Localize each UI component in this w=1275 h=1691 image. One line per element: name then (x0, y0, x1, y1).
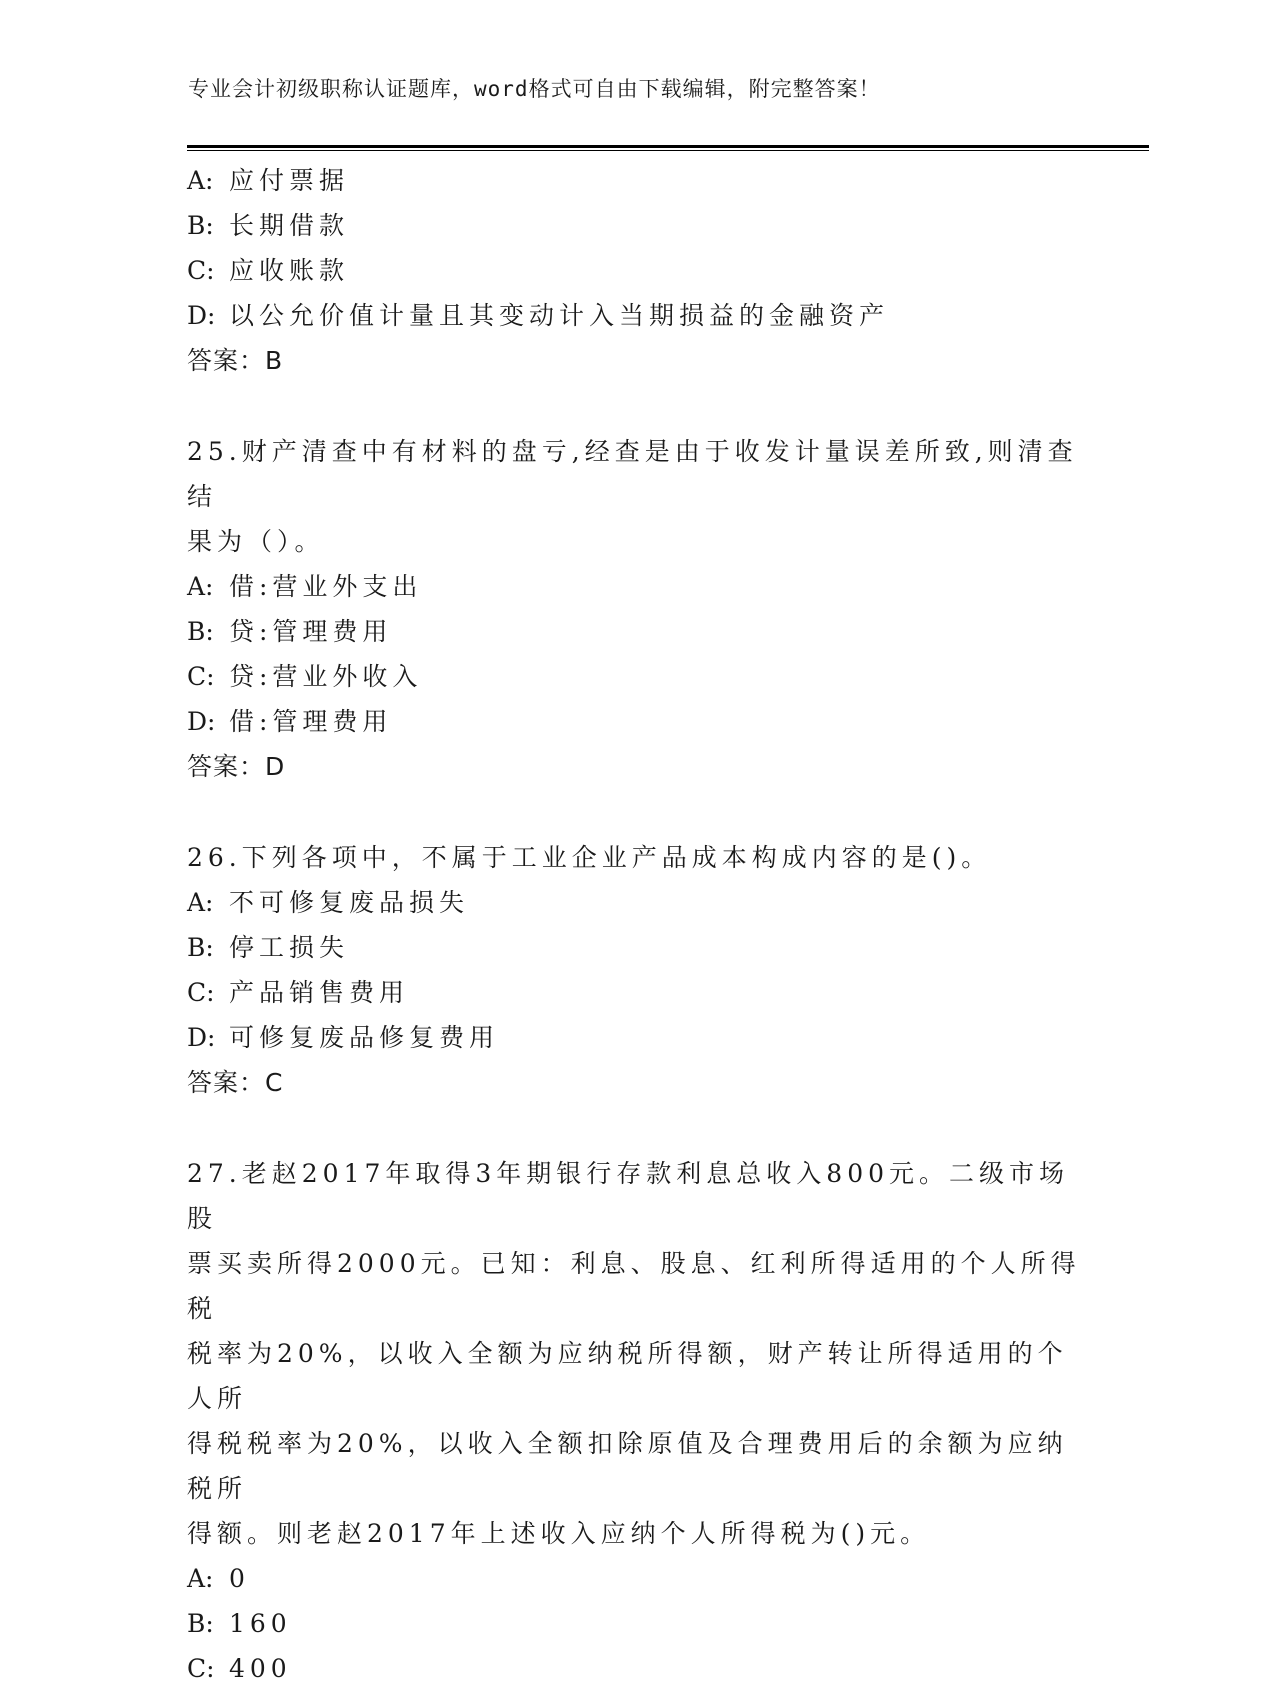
option-b: B: 长期借款 (187, 211, 350, 240)
question-block (187, 158, 1087, 383)
question-stem: 27.老赵2017年取得3年期银行存款利息总收入800元。二级市场股 票买卖所得2000元。已知：利息、股息、红利所得适用的个人所得税 税率为20%，以收入全额为应纳税所得额，财产转让所得适用的个人所 得税税率为20%，以收入全额扣除原值及合理费用后的余额为应纳税所 得额。则老赵2017年上述收入应纳个人所得税为()元。 (187, 1159, 1081, 1548)
option-b: B: 贷:管理费用 (187, 617, 393, 646)
option-a: A: 应付票据 (187, 166, 350, 195)
document-body (187, 158, 1087, 1691)
answer: 答案：C (187, 1068, 284, 1097)
option-a: A: 不可修复废品损失 (187, 888, 470, 917)
option-b: B: 160 (187, 1609, 292, 1638)
question-block (187, 429, 1087, 789)
question-block (187, 1151, 1087, 1691)
option-c: C: 产品销售费用 (187, 978, 410, 1007)
option-c: C: 400 (187, 1654, 292, 1683)
question-stem: 25.财产清查中有材料的盘亏,经查是由于收发计量误差所致,则清查结 果为（）。 (187, 437, 1078, 556)
option-c: C: 应收账款 (187, 256, 350, 285)
option-b: B: 停工损失 (187, 933, 350, 962)
page-header: 专业会计初级职称认证题库，word格式可自由下载编辑，附完整答案！ (188, 77, 881, 101)
answer: 答案：D (187, 752, 286, 781)
answer: 答案：B (187, 346, 284, 375)
option-d: D: 可修复废品修复费用 (187, 1023, 500, 1052)
option-d: D: 以公允价值计量且其变动计入当期损益的金融资产 (187, 301, 890, 330)
option-c: C: 贷:营业外收入 (187, 662, 423, 691)
header-rule (187, 145, 1149, 151)
option-a: A: 0 (187, 1564, 250, 1593)
option-a: A: 借:营业外支出 (187, 572, 423, 601)
option-d: D: 借:管理费用 (187, 707, 393, 736)
question-block (187, 835, 1087, 1105)
question-stem: 26.下列各项中，不属于工业企业产品成本构成内容的是()。 (187, 843, 992, 872)
